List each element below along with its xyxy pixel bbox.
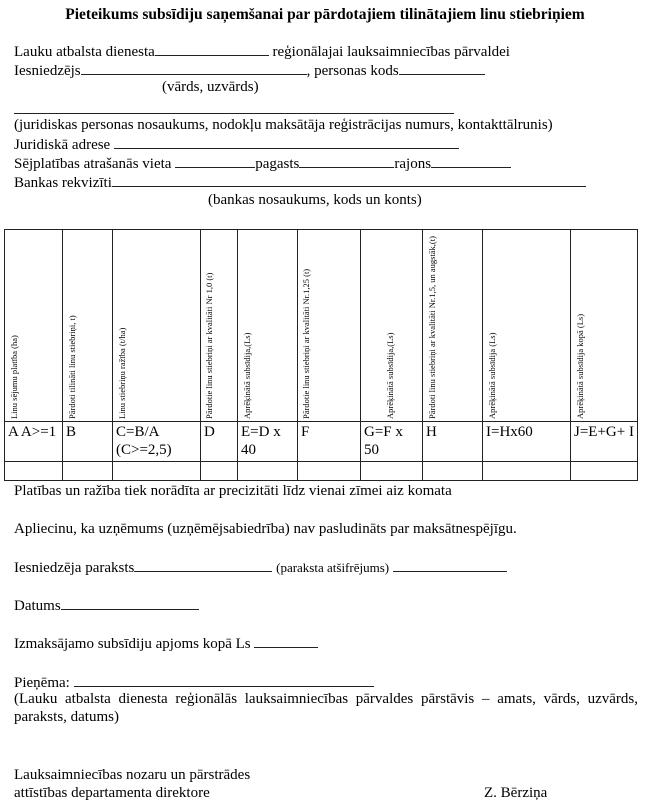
input-cell-i[interactable]: [483, 462, 571, 481]
legal-address-label: Juridiskā adrese: [14, 137, 111, 153]
header-cell-a: [5, 230, 63, 422]
header-text: Pārdotie linu stiebriņi ar kvalitāti Nr 1,0 (t): [204, 272, 214, 419]
subsidy-table: [4, 229, 638, 481]
signature-line: [14, 557, 507, 577]
formula-cell: A A>=1: [5, 422, 63, 462]
header-cell-d: [201, 230, 238, 422]
table-header-row: [5, 230, 638, 422]
legal-entity-field[interactable]: [14, 113, 454, 114]
header-cell-f: [298, 230, 361, 422]
formula-cell: B: [63, 422, 113, 462]
header-cell-b: [63, 230, 113, 422]
header-text: Pārdoti linu stiebriņi ar kvalitāti Nr.1,5, un augstāk,(t): [427, 236, 437, 419]
input-cell-f[interactable]: [298, 462, 361, 481]
header-cell-e: [238, 230, 298, 422]
header-cell-i: [483, 230, 571, 422]
director-name: Z. Bērziņa: [484, 785, 548, 801]
applicant-name-field[interactable]: [81, 60, 307, 75]
personal-code-field[interactable]: [399, 60, 485, 75]
insolvency-declaration: Apliecinu, ka uzņēmums (uzņēmējsabiedrība) nav pasludināts par maksātnespējīgu.: [14, 521, 517, 537]
applicant-label: Iesniedzējs: [14, 63, 81, 79]
document-title: Pieteikums subsīdiju saņemšanai par pārdotajiem tilinātajiem linu stiebriņiem: [65, 6, 585, 23]
district-field[interactable]: [431, 153, 511, 168]
header-cell-g: [361, 230, 423, 422]
header-cell-h: [423, 230, 483, 422]
legal-entity-caption: (juridiskas personas nosaukums, nodokļu maksātāja reģistrācijas numurs, kontakttālrunis): [14, 117, 553, 133]
formula-row: [5, 422, 638, 462]
input-cell-j[interactable]: [571, 462, 638, 481]
input-cell-a[interactable]: [5, 462, 63, 481]
precision-note: Platības un ražība tiek norādīta ar precizitāti līdz vienai zīmei aiz komata: [14, 483, 452, 499]
formula-cell: J=E+G+ I: [571, 422, 638, 462]
formula-cell: I=Hx60: [483, 422, 571, 462]
director-position-line2: attīstības departamenta direktore: [14, 785, 210, 801]
header-cell-j: [571, 230, 638, 422]
input-cell-d[interactable]: [201, 462, 238, 481]
header-text: Pārdotie linu stiebriņi ar kvalitāti Nr.1,25 (t): [301, 268, 311, 419]
formula-cell: D: [201, 422, 238, 462]
bank-caption: (bankas nosaukums, kods un konts): [208, 192, 422, 208]
date-label: Datums: [14, 598, 61, 614]
input-cell-h[interactable]: [423, 462, 483, 481]
header-text: Aprēķinātā subsīdija,(Ls): [242, 332, 252, 419]
parish-field[interactable]: [299, 153, 394, 168]
parish-label: pagasts: [255, 156, 300, 172]
signature-decode-label: (paraksta atšifrējums): [276, 560, 390, 575]
sowing-location-label: Sējplatības atrašanās vieta: [14, 156, 172, 172]
bank-label: Bankas rekvizīti: [14, 175, 112, 191]
total-label: Izmaksājamo subsīdiju apjoms kopā Ls: [14, 636, 251, 652]
header-text: Aprēķinātā subsīdija (Ls): [487, 332, 497, 419]
formula-cell: H: [423, 422, 483, 462]
input-cell-g[interactable]: [361, 462, 423, 481]
date-field[interactable]: [61, 595, 199, 610]
accepted-caption: (Lauku atbalsta dienesta reģionālās lauksaimniecības pārvaldes pārstāvis – amats, vārds, uzvārds, paraksts, datums): [14, 691, 638, 725]
header-text: Aprēķinātā subsīdija,(Ls): [385, 332, 395, 419]
input-cell-b[interactable]: [63, 462, 113, 481]
legal-address-field[interactable]: [114, 134, 459, 149]
regional-office-suffix: reģionālajai lauksaimniecības pārvaldei: [272, 44, 510, 60]
legal-address-line: [14, 134, 459, 154]
applicant-line: [14, 60, 485, 80]
header-text: Aprēķinātā subsīdija kopā (Ls): [575, 313, 585, 419]
input-cell-c[interactable]: [113, 462, 201, 481]
accepted-label: Pieņēma:: [14, 675, 70, 691]
director-position-line1: Lauksaimniecības nozaru un pārstrādes: [14, 767, 251, 783]
sowing-location-line: [14, 153, 511, 173]
data-entry-row: [5, 462, 638, 481]
regional-office-line: [14, 41, 510, 61]
total-amount-field[interactable]: [254, 633, 318, 648]
regional-office-label: Lauku atbalsta dienesta: [14, 44, 155, 60]
bank-line: [14, 172, 586, 192]
sowing-location-field[interactable]: [175, 153, 255, 168]
formula-cell: F: [298, 422, 361, 462]
regional-office-field[interactable]: [155, 41, 269, 56]
accepted-line: [14, 672, 374, 692]
header-text: Linu stiebriņu ražība (t/ha): [117, 327, 127, 419]
formula-cell: E=D x 40: [238, 422, 298, 462]
personal-code-label: , personas kods: [306, 63, 399, 79]
header-cell-c: [113, 230, 201, 422]
bank-details-field[interactable]: [112, 172, 586, 187]
district-label: rajons: [394, 156, 432, 172]
header-text: Linu sējumu platība (ha): [9, 335, 19, 419]
date-line: [14, 595, 199, 615]
input-cell-e[interactable]: [238, 462, 298, 481]
formula-cell: G=F x 50: [361, 422, 423, 462]
signature-field[interactable]: [134, 557, 272, 572]
total-line: [14, 633, 318, 653]
header-text: Pārdoti tilināti linu stiebriņi, t): [67, 315, 77, 419]
signature-decode-field[interactable]: [393, 557, 507, 572]
signature-label: Iesniedzēja paraksts: [14, 560, 135, 576]
applicant-name-caption: (vārds, uzvārds): [162, 79, 259, 95]
accepted-field[interactable]: [74, 672, 374, 687]
formula-cell: C=B/A (C>=2,5): [113, 422, 201, 462]
